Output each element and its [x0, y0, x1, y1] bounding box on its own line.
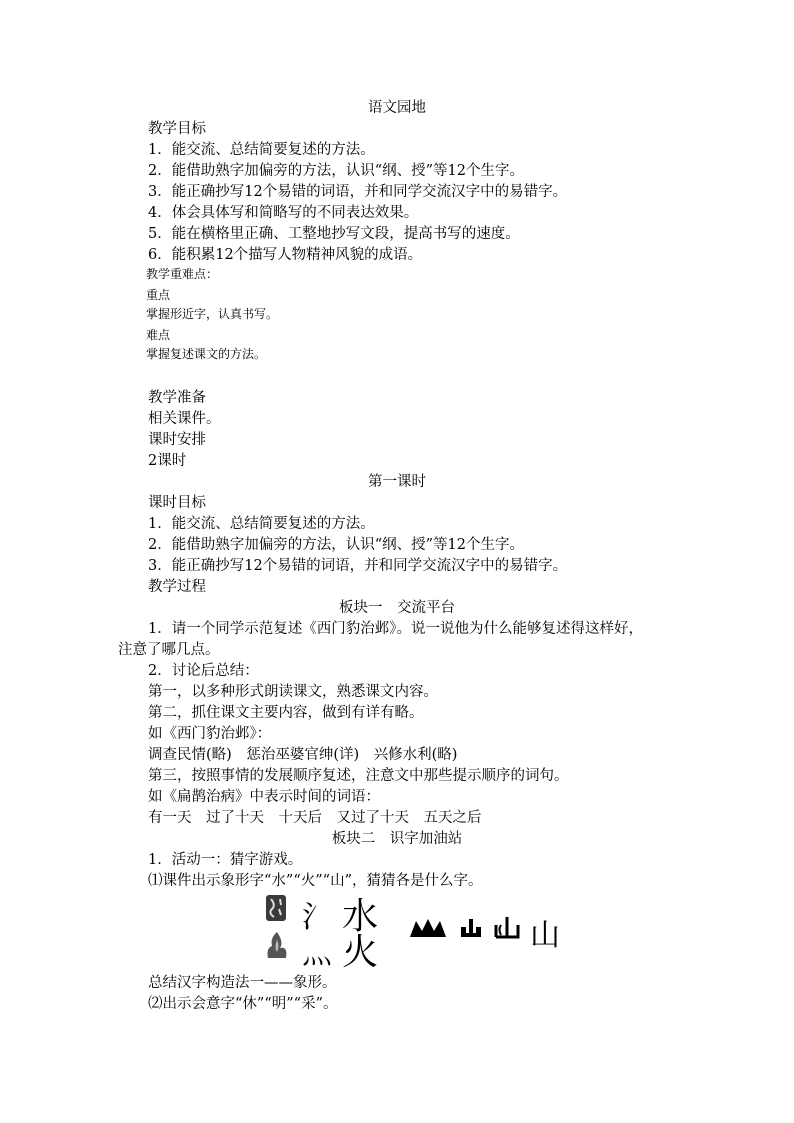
prep-text: 相关课件。 — [148, 411, 221, 427]
goal-item: 3．能正确抄写12个易错的词语，并和同学交流汉字中的易错字。 — [148, 184, 568, 200]
block1-paragraph-cont: 注意了哪几点。 — [118, 642, 220, 658]
lesson-goal-item: 1．能交流、总结简要复述的方法。 — [148, 516, 375, 532]
lesson-goal-item: 3．能正确抄写12个易错的词语，并和同学交流汉字中的易错字。 — [148, 558, 568, 574]
water-ancient-glyph: 氵 — [302, 900, 332, 935]
mountain-pictograph-icon — [408, 917, 448, 939]
mountain-modern-glyph: 山 — [530, 918, 560, 953]
schedule-text: 2课时 — [148, 453, 187, 469]
lesson-goal-item: 2．能借助熟字加偏旁的方法，认识“纲、授”等12个生字。 — [148, 537, 524, 553]
block1-example-items: 有一天 过了十天 十天后 又过了十天 五天之后 — [148, 810, 482, 826]
key-label: 重点 — [146, 288, 171, 302]
water-pictograph-icon — [262, 893, 292, 923]
goal-item: 1．能交流、总结简要复述的方法。 — [148, 142, 375, 158]
goal-item: 6．能积累12个描写人物精神风貌的成语。 — [148, 247, 423, 263]
page-title: 语文园地 — [368, 100, 426, 116]
fire-pictograph-icon — [262, 930, 292, 962]
key-difficult-heading: 教学重难点： — [146, 267, 219, 281]
fire-modern-glyph: 火 — [342, 932, 379, 973]
block1-title: 板块一 交流平台 — [339, 600, 455, 616]
block1-point: 第一，以多种形式朗读课文，熟悉课文内容。 — [148, 684, 438, 700]
key-text: 掌握形近字，认真书写。 — [146, 307, 279, 321]
mountain-bronze-icon — [492, 913, 522, 941]
process-heading: 教学过程 — [148, 579, 206, 595]
fire-ancient-glyph: 灬 — [302, 936, 332, 971]
block1-point: 第二，抓住课文主要内容，做到有详有略。 — [148, 705, 424, 721]
block1-example-items: 调查民情(略) 惩治巫婆官绅(详) 兴修水利(略) — [148, 747, 458, 763]
mountain-oracle-icon — [458, 915, 484, 941]
goal-item: 4．体会具体写和简略写的不同表达效果。 — [148, 205, 419, 221]
difficult-text: 掌握复述课文的方法。 — [146, 347, 267, 361]
block1-point: 第三，按照事情的发展顺序复述，注意文中那些提示顺序的词句。 — [148, 768, 569, 784]
block2-step: ⑴课件出示象形字“水”“火”“山”，猜猜各是什么字。 — [148, 873, 483, 889]
water-modern-glyph: 水 — [342, 896, 379, 937]
goals-heading: 教学目标 — [148, 121, 206, 137]
prep-heading: 教学准备 — [148, 390, 206, 406]
difficult-label: 难点 — [146, 328, 171, 342]
block2-step: ⑵出示会意字“休”“明”“采”。 — [148, 996, 338, 1012]
goal-item: 2．能借助熟字加偏旁的方法，认识“纲、授”等12个生字。 — [148, 163, 524, 179]
lesson-goals-heading: 课时目标 — [148, 495, 206, 511]
block2-activity: 1．活动一：猜字游戏。 — [148, 852, 303, 868]
goal-item: 5．能在横格里正确、工整地抄写文段，提高书写的速度。 — [148, 226, 520, 242]
block2-summary: 总结汉字构造法一——象形。 — [148, 975, 337, 991]
schedule-heading: 课时安排 — [148, 432, 206, 448]
block1-example: 如《扁鹊治病》中表示时间的词语： — [148, 789, 380, 805]
block2-title: 板块二 识字加油站 — [331, 831, 463, 847]
block1-paragraph: 1．请一个同学示范复述《西门豹治邺》。说一说他为什么能够复述得这样好， — [148, 621, 643, 637]
lesson-title: 第一课时 — [368, 474, 426, 490]
block1-paragraph: 2．讨论后总结： — [148, 663, 259, 679]
block1-example: 如《西门豹治邺》： — [148, 726, 272, 742]
